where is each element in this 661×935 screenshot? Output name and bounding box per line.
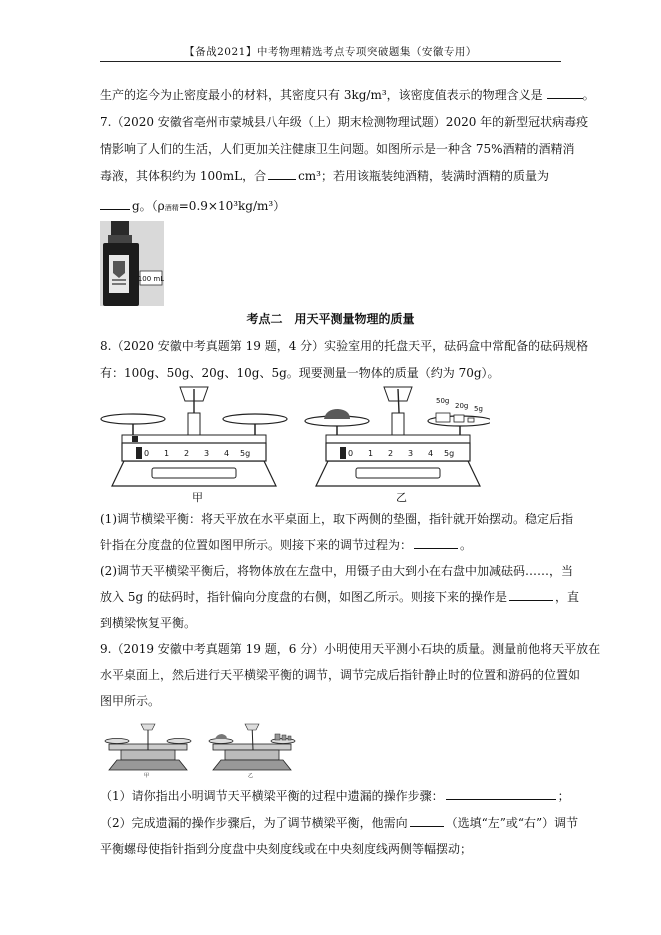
q7-mass-blank[interactable] xyxy=(100,197,130,210)
q9-p2-line-1 xyxy=(100,814,579,832)
q8-balance-figure xyxy=(100,383,490,508)
header-rule xyxy=(100,61,561,62)
weight-label-20g: 20g xyxy=(455,402,469,410)
scale-a-tick-4: 4 xyxy=(224,449,230,458)
scale-b-tick-3: 3 xyxy=(408,449,414,458)
q7-line-3a: 毒液，其体积约为 100mL，合 xyxy=(100,169,267,183)
scale-b-tick-1: 1 xyxy=(368,449,374,458)
q9-fig-label-a: 甲 xyxy=(144,773,150,778)
page-header: 【备战2021】中考物理精选考点专项突破题集（安徽专用） xyxy=(184,46,477,58)
q7-line-4 xyxy=(100,197,562,217)
q9-balance-figure xyxy=(103,720,303,778)
scale-a-tick-3: 3 xyxy=(204,449,210,458)
q7-line-4b: =0.9×10³kg/m³） xyxy=(178,199,286,213)
q8-p1-answer-blank[interactable] xyxy=(414,536,458,549)
q8-p2-line-2a: 放入 5g 的砝码时，指针偏向分度盘的右侧，如图乙所示。则接下来的操作是 xyxy=(100,590,507,604)
scale-a-tick-0: 0 xyxy=(144,449,150,458)
q9-line-3: 图甲所示。 xyxy=(100,694,161,708)
scale-a-tick-2: 2 xyxy=(184,449,190,458)
q7-line-4-subscript: 酒精 xyxy=(164,204,179,212)
q9-p1-text: （1）请你指出小明调节天平横梁平衡的过程中遗漏的操作步骤： xyxy=(100,789,444,803)
q7-line-2: 情影响了人们的生活，人们更加关注健康卫生问题。如图所示是一种含 75%酒精的酒精消 xyxy=(100,142,575,156)
q9-p1-end: ； xyxy=(557,789,570,803)
q8-line-1: 8.（2020 安徽中考真题第 19 题，4 分）实验室用的托盘天平，砝码盒中常配备的砝码规格 xyxy=(100,339,589,353)
q9-p2-line-1a: （2）完成遗漏的操作步骤后，为了调节横梁平衡，他需向 xyxy=(100,816,408,830)
q9-line-2: 水平桌面上，然后进行天平横梁平衡的调节，调节完成后指针静止时的位置和游码的位置如 xyxy=(100,668,581,682)
q8-fig-label-a: 甲 xyxy=(192,491,203,504)
q7-line-3 xyxy=(100,167,562,185)
section-heading: 考点二 用天平测量物理的质量 xyxy=(246,312,415,326)
q8-p2-answer-blank[interactable] xyxy=(509,588,553,601)
q8-p2-line-3: 到横梁恢复平衡。 xyxy=(100,616,197,630)
scale-b-tick-5: 5g xyxy=(444,449,455,458)
q8-p1-line-2 xyxy=(100,536,562,554)
q9-p2-answer-blank[interactable] xyxy=(410,814,444,827)
q6-answer-blank[interactable] xyxy=(547,86,583,99)
scale-b-tick-4: 4 xyxy=(428,449,434,458)
q6-tail-line xyxy=(100,86,595,104)
q9-p1-line xyxy=(100,787,570,805)
weight-label-5g: 5g xyxy=(474,405,483,413)
balance-a xyxy=(101,387,287,486)
weight-label-50g: 50g xyxy=(436,397,450,405)
q9-fig-label-b: 乙 xyxy=(248,773,254,778)
q9-balance-b xyxy=(209,724,295,770)
q8-fig-label-b: 乙 xyxy=(396,491,407,504)
scale-b-tick-0: 0 xyxy=(348,449,354,458)
scale-b-tick-2: 2 xyxy=(388,449,394,458)
q7-line-1: 7.（2020 安徽省亳州市蒙城县八年级（上）期末检测物理试题）2020 年的新型冠状病毒疫 xyxy=(100,115,589,129)
q9-p1-answer-blank[interactable] xyxy=(446,787,556,800)
q7-line-3b: cm³；若用该瓶装纯酒精，装满时酒精的质量为 xyxy=(298,169,549,183)
q8-p2-line-2b: ，直 xyxy=(554,590,579,604)
bottle-volume-label: 100 mL xyxy=(137,275,164,283)
alcohol-bottle-figure xyxy=(100,221,164,306)
q6-tail-end: 。 xyxy=(582,88,595,102)
scale-a-tick-5: 5g xyxy=(240,449,251,458)
q9-line-1: 9.（2019 安徽中考真题第 19 题，6 分）小明使用天平测小石块的质量。测量前他将天平放在 xyxy=(100,642,601,656)
q8-p1-line-1: (1)调节横梁平衡：将天平放在水平桌面上，取下两侧的垫圈，指针就开始摆动。稳定后指 xyxy=(100,512,574,526)
q6-tail-text: 生产的迄今为止密度最小的材料，其密度只有 3kg/m³，该密度值表示的物理含义是 xyxy=(100,88,543,102)
q9-p2-line-1b: （选填“左”或“右”）调节 xyxy=(445,816,579,830)
q7-volume-blank[interactable] xyxy=(268,167,296,180)
scale-a-tick-1: 1 xyxy=(164,449,170,458)
q8-p2-line-1: (2)调节天平横梁平衡后，将物体放在左盘中，用镊子由大到小在右盘中加减砝码……，当 xyxy=(100,564,574,578)
q8-p2-line-2 xyxy=(100,588,579,606)
q9-balance-a xyxy=(105,724,191,770)
q8-p1-line-2a: 针指在分度盘的位置如图甲所示。则接下来的调节过程为： xyxy=(100,538,413,552)
q7-line-4a: g。（ρ xyxy=(132,199,165,213)
weight-labels xyxy=(436,397,483,413)
q8-p1-line-2b: 。 xyxy=(460,538,473,552)
q9-p2-line-2: 平衡螺母使指针指到分度盘中央刻度线或在中央刻度线两侧等幅摆动； xyxy=(100,842,473,856)
q8-line-2: 有：100g、50g、20g、10g、5g。现要测量一物体的质量（约为 70g）。 xyxy=(100,366,500,380)
